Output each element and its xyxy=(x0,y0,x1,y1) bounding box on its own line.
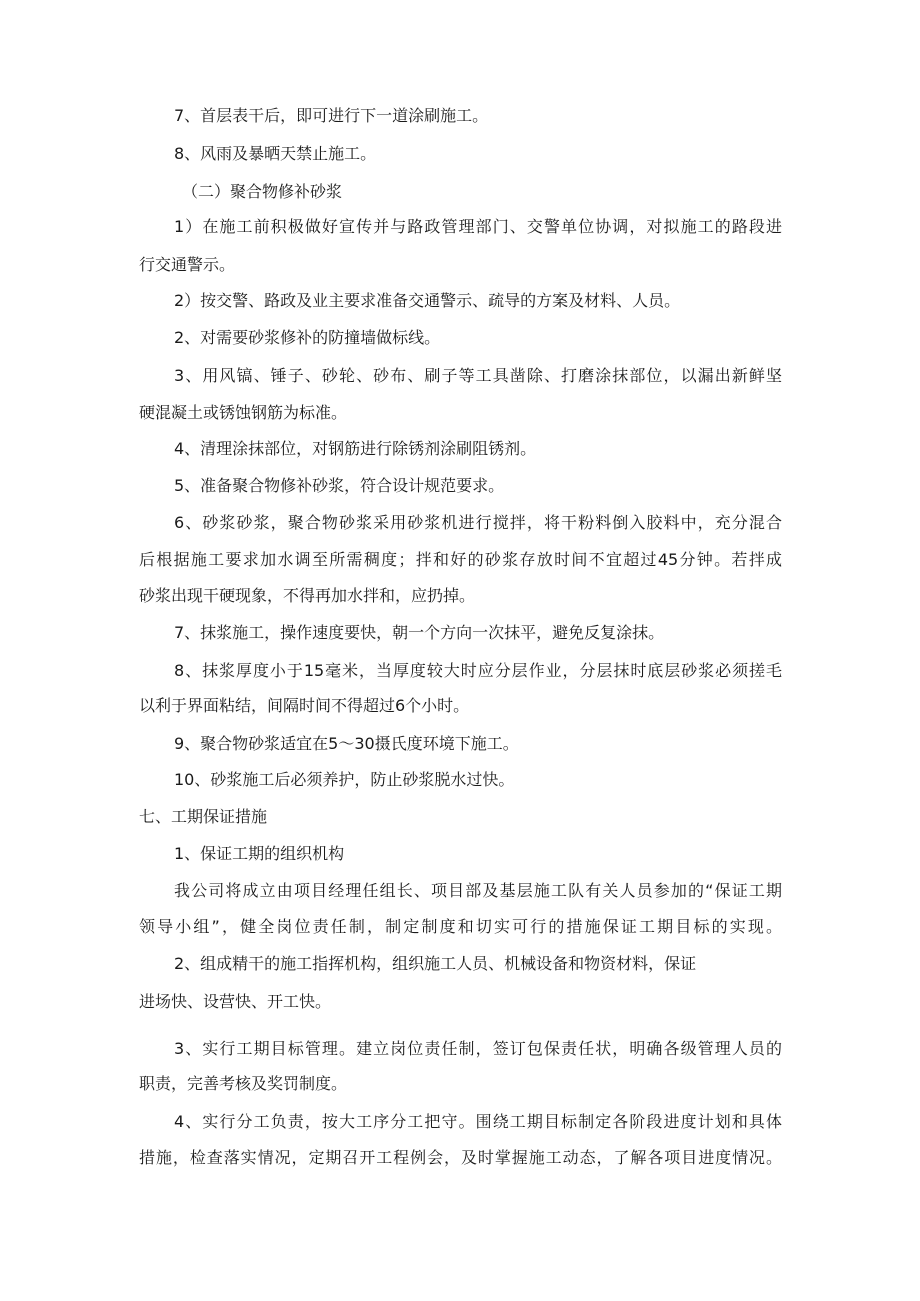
paragraph-line: 措施，检查落实情况，定期召开工程例会，及时掌握施工动态，了解各项目进度情况。 xyxy=(139,1148,782,1167)
paragraph-line: 3、用风镐、锤子、砂轮、砂布、刷子等工具凿除、打磨涂抹部位，以漏出新鲜坚 xyxy=(174,366,782,385)
paragraph-line: 2、对需要砂浆修补的防撞墙做标线。 xyxy=(174,328,441,347)
paragraph-line: 3、实行工期目标管理。建立岗位责任制，签订包保责任状，明确各级管理人员的 xyxy=(174,1039,782,1058)
section-subheading: （二）聚合物修补砂浆 xyxy=(182,182,343,201)
paragraph-line: 1）在施工前积极做好宣传并与路政管理部门、交警单位协调，对拟施工的路段进 xyxy=(174,217,782,236)
subsection-heading: 1、保证工期的组织机构 xyxy=(174,844,345,863)
paragraph-line: 砂浆出现干硬现象，不得再加水拌和，应扔掉。 xyxy=(139,586,476,605)
paragraph-line: 4、清理涂抹部位，对钢筋进行除锈剂涂刷阻锈剂。 xyxy=(174,439,537,458)
paragraph-line: 5、准备聚合物修补砂浆，符合设计规范要求。 xyxy=(174,476,505,495)
paragraph-line: 领导小组”，健全岗位责任制，制定制度和切实可行的措施保证工期目标的实现。 xyxy=(139,917,782,936)
paragraph-line: 2、组成精干的施工指挥机构，组织施工人员、机械设备和物资材料，保证 xyxy=(174,954,697,973)
paragraph-line: 7、首层表干后，即可进行下一道涂刷施工。 xyxy=(174,106,489,125)
paragraph-line: 后根据施工要求加水调至所需稠度；拌和好的砂浆存放时间不宜超过45分钟。若拌成 xyxy=(139,550,782,569)
paragraph-line: 4、实行分工负责，按大工序分工把守。围绕工期目标制定各阶段进度计划和具体 xyxy=(174,1112,782,1131)
paragraph-line: 8、风雨及暴晒天禁止施工。 xyxy=(174,144,377,163)
paragraph-line: 8、抹浆厚度小于15毫米，当厚度较大时应分层作业，分层抹时底层砂浆必须搓毛 xyxy=(174,661,782,680)
paragraph-line: 2）按交警、路政及业主要求准备交通警示、疏导的方案及材料、人员。 xyxy=(174,291,681,310)
paragraph-line: 我公司将成立由项目经理任组长、项目部及基层施工队有关人员参加的“保证工期 xyxy=(174,881,782,900)
paragraph-line: 10、砂浆施工后必须养护，防止砂浆脱水过快。 xyxy=(174,770,515,789)
paragraph-line: 职责，完善考核及奖罚制度。 xyxy=(139,1074,348,1093)
paragraph-line: 6、砂浆砂浆，聚合物砂浆采用砂浆机进行搅拌，将干粉料倒入胶料中，充分混合 xyxy=(174,513,782,532)
paragraph-line: 9、聚合物砂浆适宜在5～30摄氏度环境下施工。 xyxy=(174,734,519,753)
paragraph-line: 7、抹浆施工，操作速度要快，朝一个方向一次抹平，避免反复涂抹。 xyxy=(174,623,665,642)
paragraph-line: 硬混凝土或锈蚀钢筋为标准。 xyxy=(139,403,348,422)
paragraph-line: 进场快、设营快、开工快。 xyxy=(139,992,332,1011)
paragraph-line: 行交通警示。 xyxy=(139,255,236,274)
paragraph-line: 以利于界面粘结，间隔时间不得超过6个小时。 xyxy=(139,696,470,715)
section-heading: 七、工期保证措施 xyxy=(139,807,268,826)
